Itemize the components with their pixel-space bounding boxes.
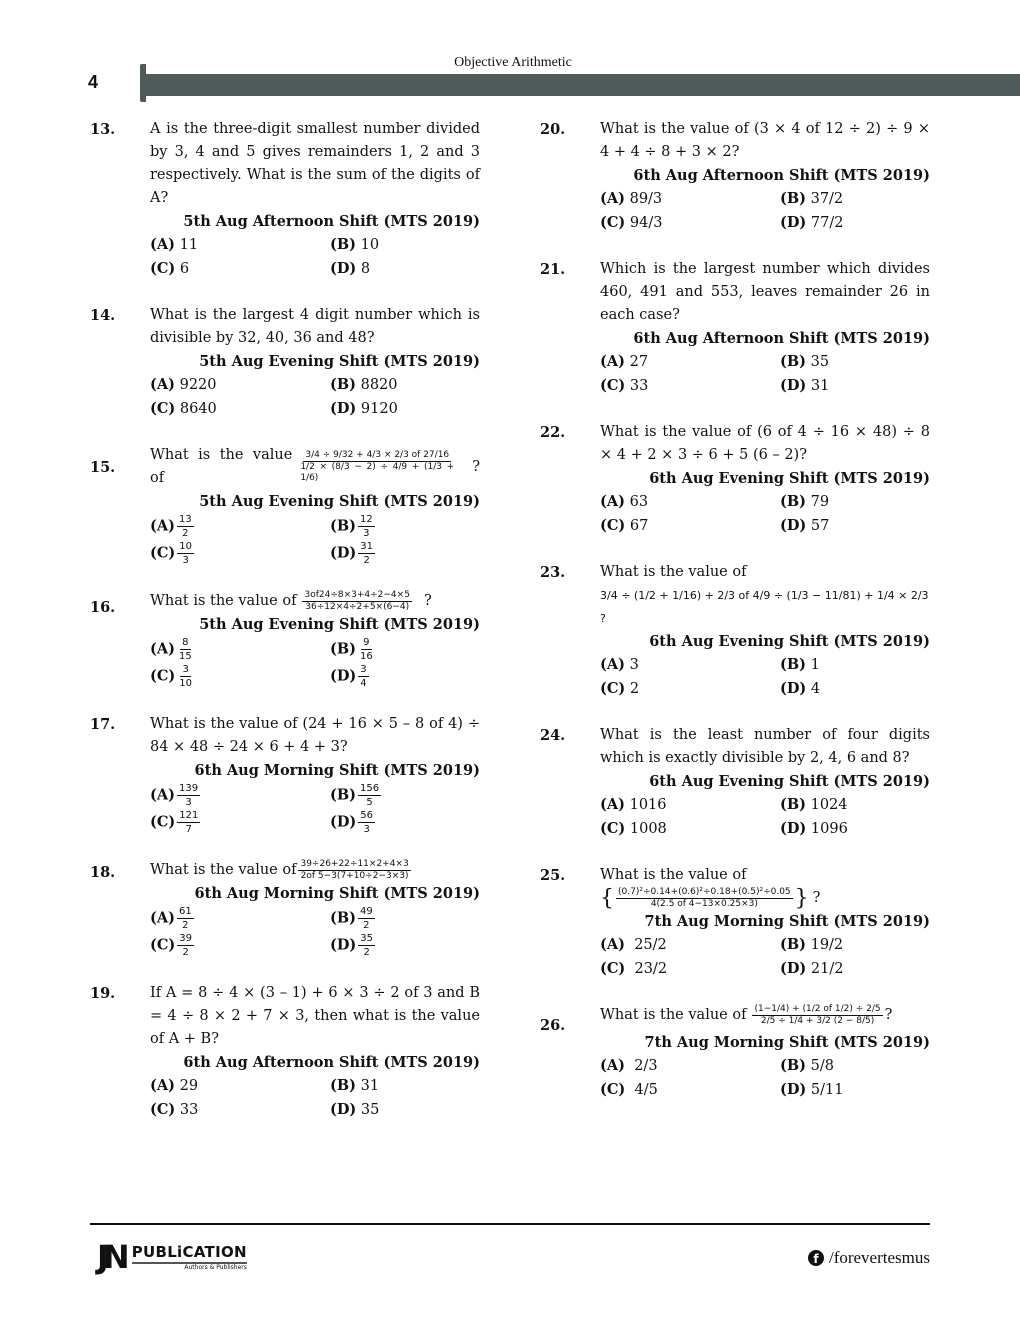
question-number: 25. bbox=[540, 867, 566, 884]
options bbox=[600, 350, 930, 398]
option-a: (A) 9220 bbox=[150, 376, 217, 393]
question-14 bbox=[90, 304, 480, 421]
option-b: (B) 31 bbox=[330, 1077, 380, 1094]
option-b: (B) 1024 bbox=[780, 796, 848, 813]
option-d: (D) $\frac{35}{2}$ bbox=[330, 933, 374, 958]
logo-mark: JN bbox=[97, 1238, 124, 1276]
exam-shift-label: 6th Aug Afternoon Shift (MTS 2019) bbox=[633, 167, 930, 184]
option-a: (A) $\frac{13}{2}$ bbox=[150, 514, 192, 539]
left-column bbox=[90, 118, 480, 1145]
question-number: 23. bbox=[540, 564, 566, 581]
question-number: 20. bbox=[540, 121, 566, 138]
option-a: (A) $\frac{8}{15}$ bbox=[150, 637, 192, 662]
option-b: (B) 79 bbox=[780, 493, 830, 510]
question-number: 14. bbox=[90, 307, 116, 324]
option-b: (B) 37/2 bbox=[780, 190, 844, 207]
question-text: What is the value of $\frac{39\div 26+22\div 11\times 2+4\times 3}{2of 5-3(7+10\div 2-3\times 3)}$ bbox=[150, 859, 409, 881]
options bbox=[150, 636, 480, 690]
option-d: (D) 21/2 bbox=[780, 960, 844, 977]
question-number: 21. bbox=[540, 261, 566, 278]
option-c: (C) 1008 bbox=[600, 820, 667, 837]
option-d: (D) 4 bbox=[780, 680, 821, 697]
question-15 bbox=[90, 444, 480, 567]
question-text: What is the value of (3 × 4 of 12 ÷ 2) ÷ 9 × 4 + 4 ÷ 8 + 3 × 2? bbox=[600, 121, 930, 160]
question-text: What is the value of bbox=[600, 564, 747, 580]
options bbox=[600, 933, 930, 981]
question-17 bbox=[90, 713, 480, 836]
question-number: 18. bbox=[90, 864, 116, 881]
footer-divider bbox=[90, 1223, 930, 1225]
question-24 bbox=[540, 724, 930, 841]
expression-fraction: $\frac{39\div 26+22\div 11\times 2+4\times 3}{2of 5-3(7+10\div 2-3\times 3)}$ bbox=[300, 859, 409, 881]
exam-shift-label: 6th Aug Morning Shift (MTS 2019) bbox=[194, 885, 480, 902]
exam-shift-label: 5th Aug Evening Shift (MTS 2019) bbox=[199, 616, 480, 633]
page-number: 4 bbox=[88, 72, 99, 92]
right-column bbox=[540, 118, 930, 1125]
option-a: (A) 1016 bbox=[600, 796, 667, 813]
option-b: (B) 5/8 bbox=[780, 1057, 834, 1074]
exam-shift-label: 6th Aug Evening Shift (MTS 2019) bbox=[649, 633, 930, 650]
option-b: (B) 8820 bbox=[330, 376, 398, 393]
option-a: (A) 2/3 bbox=[600, 1057, 658, 1074]
question-text: What is the value of $\frac{3of24\div 8\times 3+4\div 2-4\times 5}{36\div 12\times 4\div 2+5\times(6-4)}$ ? bbox=[150, 590, 432, 612]
option-c: (C) 67 bbox=[600, 517, 649, 534]
option-a: (A) $\frac{139}{3}$ bbox=[150, 783, 199, 808]
question-number: 24. bbox=[540, 727, 566, 744]
options bbox=[150, 513, 480, 567]
question-number: 19. bbox=[90, 985, 116, 1002]
option-c: (C) 23/2 bbox=[600, 960, 668, 977]
exam-shift-label: 5th Aug Evening Shift (MTS 2019) bbox=[199, 353, 480, 370]
expression-fraction: $\frac{3/4 \div 9/32 + 4/3 \times 2/3 of 27/16}{1/2 \times (8/3 - 2) \div 4/9 + (1/3 + 1/6)}$ bbox=[300, 450, 455, 483]
logo-tagline: Authors & Publishers bbox=[132, 1262, 247, 1271]
question-19 bbox=[90, 982, 480, 1122]
social-link[interactable] bbox=[808, 1248, 930, 1268]
question-20 bbox=[540, 118, 930, 235]
question-18 bbox=[90, 859, 480, 959]
option-d: (D) 31 bbox=[780, 377, 830, 394]
question-text: What is the least number of four digits which is exactly divisible by 2, 4, 6 and 8? bbox=[600, 727, 930, 766]
running-header-title: Objective Arithmetic bbox=[454, 55, 572, 70]
exam-shift-label: 7th Aug Morning Shift (MTS 2019) bbox=[644, 1034, 930, 1051]
option-c: (C) 2 bbox=[600, 680, 640, 697]
question-text: What is the value of bbox=[600, 867, 747, 883]
exam-shift-label: 6th Aug Afternoon Shift (MTS 2019) bbox=[183, 1054, 480, 1071]
options bbox=[150, 1074, 480, 1122]
option-c: (C) $\frac{121}{7}$ bbox=[150, 810, 199, 835]
option-a: (A) $\frac{61}{2}$ bbox=[150, 906, 192, 931]
question-text: What is the value of (6 of 4 ÷ 16 × 48) ÷ 8 × 4 + 2 × 3 ÷ 6 + 5 (6 – 2)? bbox=[600, 424, 930, 463]
logo-name: PUBLiCATION bbox=[131, 1243, 247, 1261]
question-23 bbox=[540, 561, 930, 701]
question-26 bbox=[540, 1004, 930, 1102]
question-number: 22. bbox=[540, 424, 566, 441]
option-c: (C) $\frac{10}{3}$ bbox=[150, 541, 192, 566]
option-a: (A) 27 bbox=[600, 353, 649, 370]
social-handle: /forevertesmus bbox=[828, 1248, 930, 1267]
options bbox=[150, 905, 480, 959]
option-b: (B) 19/2 bbox=[780, 936, 844, 953]
options bbox=[150, 782, 480, 836]
option-a: (A) 11 bbox=[150, 236, 199, 253]
expression-fraction: $\frac{(1-1/4) + (1/2 of 1/2) \div 2/5}{2/5 \div 1/4 + 3/2 (2 - 8/5)}$ bbox=[754, 1004, 881, 1026]
option-b: (B) $\frac{12}{3}$ bbox=[330, 514, 373, 539]
question-number: 17. bbox=[90, 716, 116, 733]
option-d: (D) $\frac{56}{3}$ bbox=[330, 810, 374, 835]
exam-shift-label: 6th Aug Morning Shift (MTS 2019) bbox=[194, 762, 480, 779]
exam-shift-label: 5th Aug Evening Shift (MTS 2019) bbox=[199, 493, 480, 510]
option-c: (C) 6 bbox=[150, 260, 190, 277]
option-b: (B) 35 bbox=[780, 353, 830, 370]
exam-shift-label: 6th Aug Evening Shift (MTS 2019) bbox=[649, 773, 930, 790]
math-expression: { $\frac{\text{(0.7)²÷0.14+(0.6)²÷0.18+(0.5)²÷0.05}}{4(2.5 of 4-13\times 0.25\times 3)}$ } ? bbox=[600, 885, 821, 911]
question-text: What is the value of $\frac{3/4 \div 9/32 + 4/3 \times 2/3 of 27/16}{1/2 \times (8/3 - 2) \div 4/9 + (1/3 + 1/6)}$ ? bbox=[150, 447, 480, 486]
option-b: (B) $\frac{49}{2}$ bbox=[330, 906, 373, 931]
question-22 bbox=[540, 421, 930, 538]
question-text: Which is the largest number which divides 460, 491 and 553, leaves remainder 26 in each case? bbox=[600, 261, 930, 323]
option-d: (D) 35 bbox=[330, 1101, 380, 1118]
math-expression: 3/4 ÷ (1/2 + 1/16) + 2/3 of 4/9 ÷ (1/3 − 11/81) + 1/4 × 2/3 ? bbox=[600, 589, 929, 625]
question-number: 13. bbox=[90, 121, 116, 138]
options bbox=[600, 187, 930, 235]
option-a: (A) 29 bbox=[150, 1077, 199, 1094]
question-text: What is the value of (24 + 16 × 5 – 8 of 4) ÷ 84 × 48 ÷ 24 × 6 + 4 + 3? bbox=[150, 716, 480, 755]
question-13 bbox=[90, 118, 480, 281]
option-b: (B) 10 bbox=[330, 236, 380, 253]
question-25 bbox=[540, 864, 930, 981]
option-c: (C) 8640 bbox=[150, 400, 217, 417]
question-number: 26. bbox=[540, 1017, 566, 1034]
question-number: 16. bbox=[90, 599, 116, 616]
option-d: (D) 1096 bbox=[780, 820, 848, 837]
options bbox=[600, 490, 930, 538]
question-16 bbox=[90, 590, 480, 690]
option-a: (A) 89/3 bbox=[600, 190, 663, 207]
question-text: What is the largest 4 digit number which is divisible by 32, 40, 36 and 48? bbox=[150, 307, 480, 346]
option-d: (D) 57 bbox=[780, 517, 830, 534]
option-a: (A) 63 bbox=[600, 493, 649, 510]
question-number: 15. bbox=[90, 459, 116, 476]
option-c: (C) $\frac{39}{2}$ bbox=[150, 933, 192, 958]
options bbox=[600, 793, 930, 841]
options bbox=[600, 1054, 930, 1102]
exam-shift-label: 6th Aug Evening Shift (MTS 2019) bbox=[649, 470, 930, 487]
option-d: (D) 77/2 bbox=[780, 214, 844, 231]
option-a: (A) 25/2 bbox=[600, 936, 667, 953]
exam-shift-label: 5th Aug Afternoon Shift (MTS 2019) bbox=[183, 213, 480, 230]
exam-shift-label: 6th Aug Afternoon Shift (MTS 2019) bbox=[633, 330, 930, 347]
option-d: (D) $\frac{31}{2}$ bbox=[330, 541, 374, 566]
exam-shift-label: 7th Aug Morning Shift (MTS 2019) bbox=[644, 913, 930, 930]
option-c: (C) 33 bbox=[600, 377, 649, 394]
option-b: (B) $\frac{9}{16}$ bbox=[330, 637, 373, 662]
option-b: (B) $\frac{156}{5}$ bbox=[330, 783, 380, 808]
option-c: (C) 33 bbox=[150, 1101, 199, 1118]
options bbox=[150, 233, 480, 281]
option-d: (D) 9120 bbox=[330, 400, 398, 417]
facebook-icon: f bbox=[808, 1250, 824, 1266]
option-d: (D) 5/11 bbox=[780, 1081, 844, 1098]
question-text: A is the three-digit smallest number divided by 3, 4 and 5 gives remainders 1, 2 and 3 respectively. What is the sum of the digits of A? bbox=[150, 121, 480, 206]
question-21 bbox=[540, 258, 930, 398]
option-c: (C) $\frac{3}{10}$ bbox=[150, 664, 192, 689]
options bbox=[150, 373, 480, 421]
expression-fraction: $\frac{3of24\div 8\times 3+4\div 2-4\times 5}{36\div 12\times 4\div 2+5\times(6-4)}$ bbox=[304, 590, 410, 612]
option-d: (D) 8 bbox=[330, 260, 371, 277]
option-d: (D) $\frac{3}{4}$ bbox=[330, 664, 367, 689]
option-a: (A) 3 bbox=[600, 656, 639, 673]
option-c: (C) 4/5 bbox=[600, 1081, 658, 1098]
option-b: (B) 1 bbox=[780, 656, 820, 673]
question-text: If A = 8 ÷ 4 × (3 – 1) + 6 × 3 ÷ 2 of 3 and B = 4 ÷ 8 × 2 + 7 × 3, then what is the value of A + B? bbox=[150, 985, 480, 1047]
publisher-logo bbox=[97, 1240, 247, 1274]
options bbox=[600, 653, 930, 701]
option-c: (C) 94/3 bbox=[600, 214, 663, 231]
question-text: What is the value of $\frac{(1-1/4) + (1/2 of 1/2) \div 2/5}{2/5 \div 1/4 + 3/2 (2 - 8/5)}$ ? bbox=[600, 1004, 893, 1026]
header-bar bbox=[146, 74, 1020, 96]
